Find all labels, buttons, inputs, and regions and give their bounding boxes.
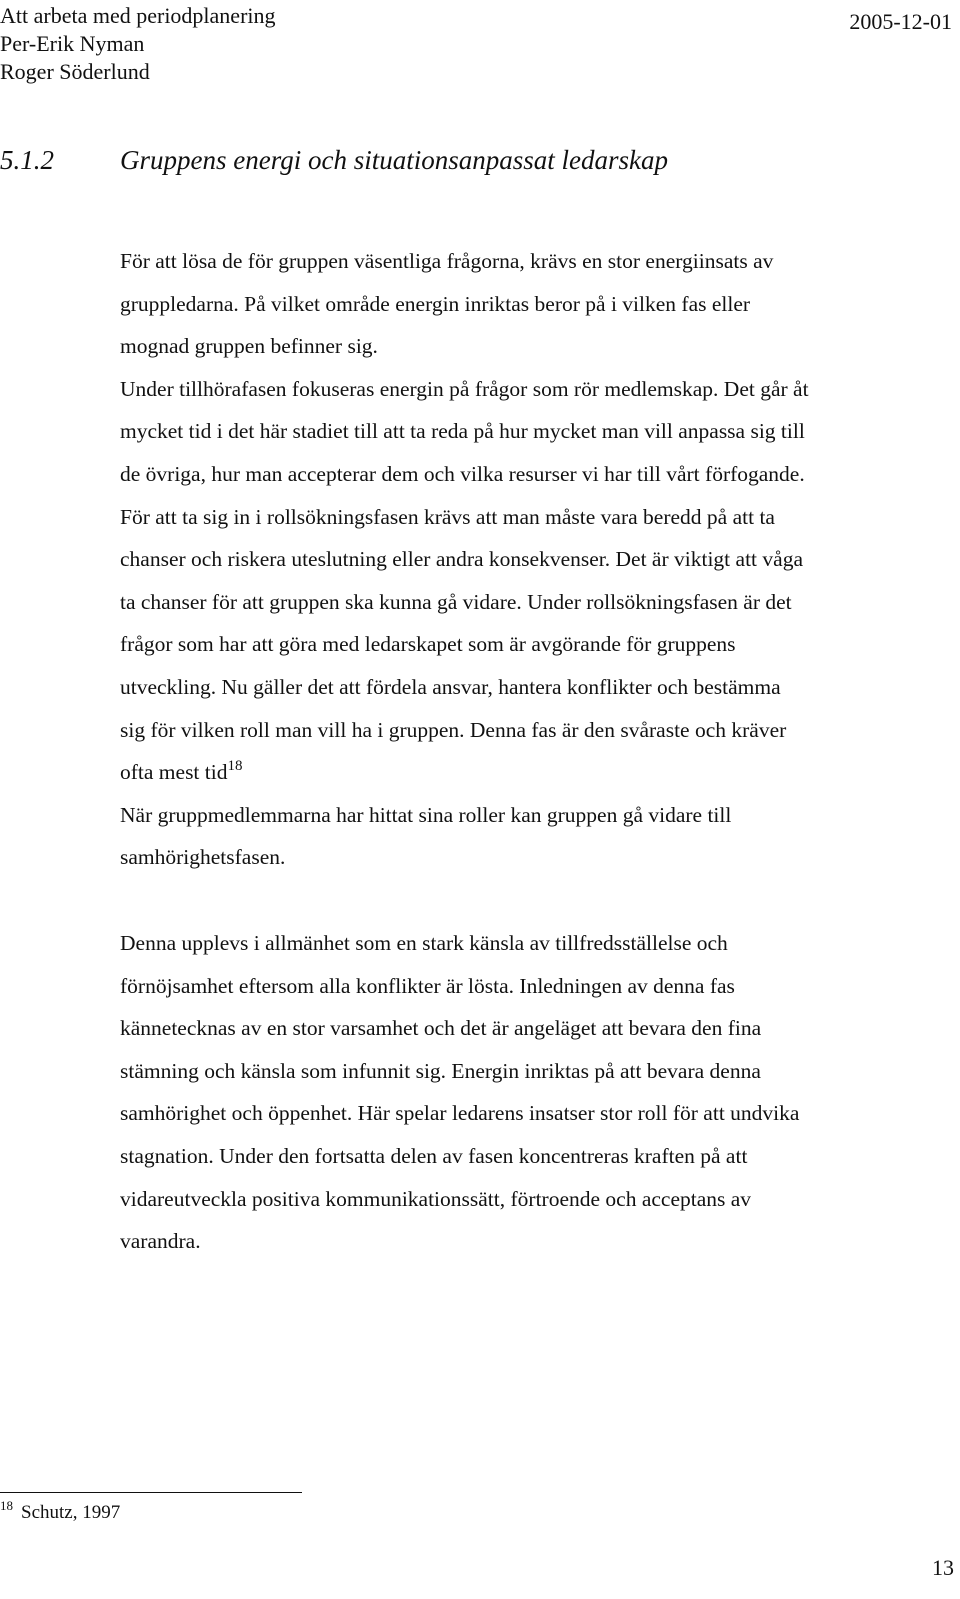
footnote-text: Schutz, 1997	[21, 1502, 121, 1523]
text-line: chanser och riskera uteslutning eller andra konsekvenser. Det är viktigt att våga	[120, 547, 803, 572]
text-line: varandra.	[120, 1229, 201, 1254]
text-line: Denna upplevs i allmänhet som en stark känsla av tillfredsställelse och	[120, 931, 728, 955]
footnote-divider	[0, 1492, 302, 1493]
text-line: vidareutveckla positiva kommunikationssätt, förtroende och acceptans av	[120, 1186, 752, 1211]
text-line	[120, 751, 940, 794]
text-line: kännetecknas av en stor varsamhet och det är angeläget att bevara den fina	[120, 1016, 762, 1041]
text-line: stämning och känsla som infunnit sig. Energin inriktas på att bevara denna	[120, 1058, 761, 1083]
text-line: stagnation. Under den fortsatta delen av fasen koncentreras kraften på att	[120, 1143, 748, 1168]
text-line: gruppledarna. På vilket område energin inriktas beror på i vilken fas eller	[120, 291, 751, 316]
text-line: de övriga, hur man accepterar dem och vilka resurser vi har till vårt förfogande.	[120, 461, 805, 486]
text-line: utveckling. Nu gäller det att fördela ansvar, hantera konflikter och bestämma	[120, 674, 781, 699]
header-date: 2005-12-01	[849, 9, 952, 34]
footnote-reference[interactable]: 18	[227, 758, 243, 775]
author-name: Per-Erik Nyman	[0, 31, 145, 56]
text-line: samhörighet och öppenhet. Här spelar ledarens insatser stor roll för att undvika	[120, 1101, 800, 1126]
text-line: frågor som har att göra med ledarskapet som är avgörande för gruppens	[120, 632, 736, 657]
text-line: sig för vilken roll man vill ha i gruppen. Denna fas är den svåraste och kräver	[120, 717, 787, 742]
text-line: samhörighetsfasen.	[120, 845, 286, 870]
text-line-content: ofta mest tid	[120, 760, 228, 785]
text-line: mognad gruppen befinner sig.	[120, 334, 378, 359]
text-line: För att ta sig in i rollsökningsfasen krävs att man måste vara beredd på att ta	[120, 504, 775, 529]
paragraph	[120, 922, 940, 1263]
text-line: För att lösa de för gruppen väsentliga frågorna, krävs en stor energiinsats av	[120, 249, 774, 273]
text-line: När gruppmedlemmarna har hittat sina roller kan gruppen gå vidare till	[120, 802, 732, 827]
section-number: 5.1.2	[0, 145, 54, 175]
paragraph	[120, 240, 940, 879]
text-line: ta chanser för att gruppen ska kunna gå vidare. Under rollsökningsfasen är det	[120, 589, 792, 614]
text-line: mycket tid i det här stadiet till att ta reda på hur mycket man vill anpassa sig till	[120, 419, 805, 444]
author-name: Roger Söderlund	[0, 59, 150, 84]
footnote	[0, 1500, 120, 1526]
section-heading	[0, 145, 668, 176]
page-header	[0, 2, 276, 86]
page-number: 13	[932, 1555, 954, 1580]
section-title: Gruppens energi och situationsanpassat ledarskap	[120, 145, 668, 175]
text-line: förnöjsamhet eftersom alla konflikter är lösta. Inledningen av denna fas	[120, 973, 735, 998]
document-title: Att arbeta med periodplanering	[0, 3, 276, 28]
footnote-number: 18	[0, 1498, 13, 1513]
text-line: Under tillhörafasen fokuseras energin på frågor som rör medlemskap. Det går åt	[120, 376, 809, 401]
